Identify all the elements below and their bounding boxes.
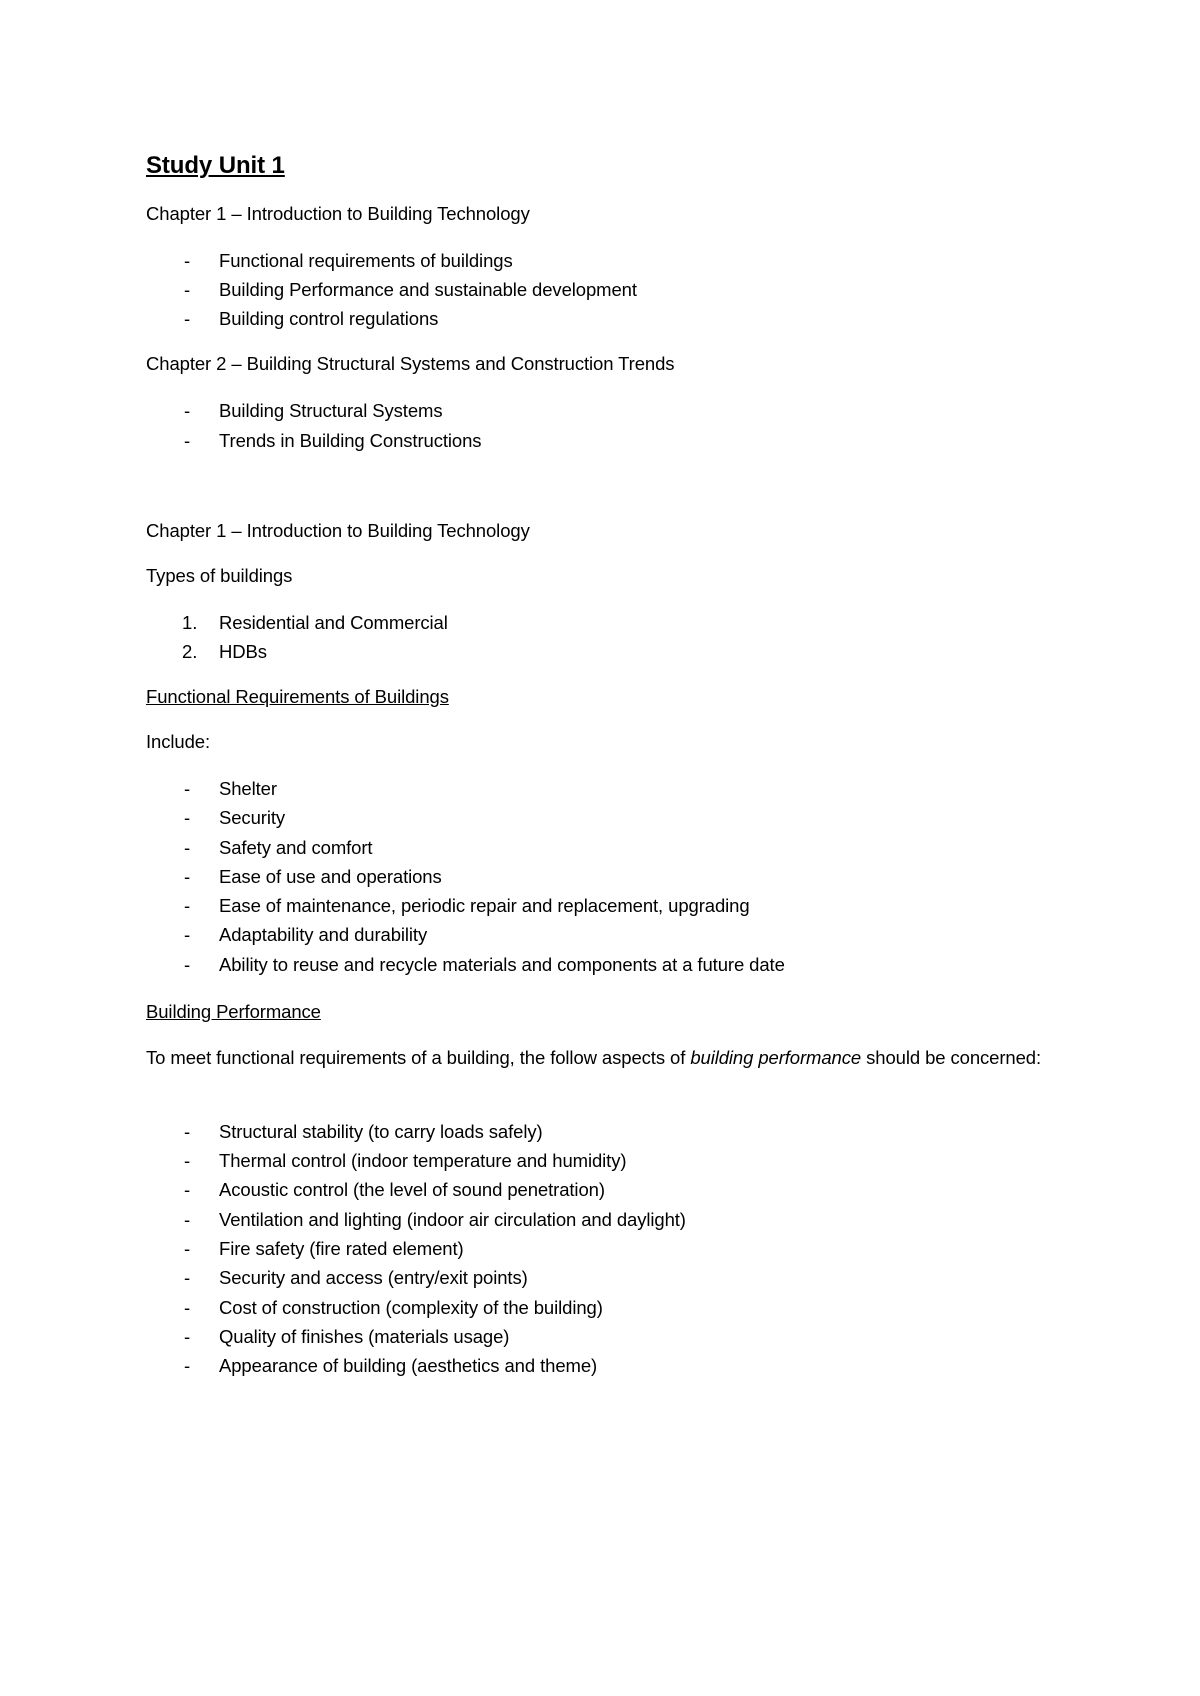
bullet-marker: - [184, 778, 191, 799]
list-item-text: Security [219, 807, 286, 828]
list-number: 1. [182, 612, 198, 633]
bullet-marker: - [184, 1355, 191, 1376]
intro-text: To meet functional requirements of a building, the follow aspects of [146, 1047, 691, 1068]
page-title: Study Unit 1 [146, 152, 285, 179]
bullet-marker: - [184, 250, 191, 271]
bullet-marker: - [184, 279, 191, 300]
list-item-text: Ventilation and lighting (indoor air circulation and daylight) [219, 1209, 686, 1230]
list-item-text: Building Performance and sustainable development [219, 279, 637, 300]
bullet-marker: - [184, 400, 191, 421]
list-item-text: Structural stability (to carry loads safely) [219, 1121, 543, 1142]
intro-text-end: should be concerned: [861, 1047, 1042, 1068]
bullet-marker: - [184, 837, 191, 858]
functional-intro: Include: [146, 731, 210, 752]
bullet-marker: - [184, 430, 191, 451]
list-item-text: Adaptability and durability [219, 924, 428, 945]
bullet-marker: - [184, 895, 191, 916]
bullet-marker: - [184, 1209, 191, 1230]
types-heading: Types of buildings [146, 565, 293, 586]
list-item-text: Quality of finishes (materials usage) [219, 1326, 510, 1347]
bullet-marker: - [184, 1297, 191, 1318]
list-item-text: Cost of construction (complexity of the building) [219, 1297, 603, 1318]
bullet-marker: - [184, 1326, 191, 1347]
list-item-text: HDBs [219, 641, 267, 662]
bullet-marker: - [184, 308, 191, 329]
list-item-text: Thermal control (indoor temperature and humidity) [219, 1150, 627, 1171]
chapter1-heading: Chapter 1 – Introduction to Building Technology [146, 520, 530, 541]
list-item-text: Fire safety (fire rated element) [219, 1238, 464, 1259]
overview-chapter1-heading: Chapter 1 – Introduction to Building Technology [146, 203, 530, 224]
bullet-marker: - [184, 1179, 191, 1200]
list-item-text: Building Structural Systems [219, 400, 443, 421]
building-performance-heading: Building Performance [146, 1001, 321, 1022]
list-item-text: Acoustic control (the level of sound penetration) [219, 1179, 605, 1200]
list-item-text: Building control regulations [219, 308, 439, 329]
list-item-text: Ease of use and operations [219, 866, 442, 887]
overview-chapter2-heading: Chapter 2 – Building Structural Systems and Construction Trends [146, 353, 675, 374]
bullet-marker: - [184, 1267, 191, 1288]
list-item-text: Functional requirements of buildings [219, 250, 513, 271]
list-item-text: Residential and Commercial [219, 612, 448, 633]
bullet-marker: - [184, 807, 191, 828]
list-number: 2. [182, 641, 198, 662]
list-item-text: Safety and comfort [219, 837, 373, 858]
building-performance-intro [146, 1043, 1066, 1072]
list-item-text: Appearance of building (aesthetics and theme) [219, 1355, 598, 1376]
bullet-marker: - [184, 1121, 191, 1142]
bullet-marker: - [184, 924, 191, 945]
list-item-text: Ease of maintenance, periodic repair and replacement, upgrading [219, 895, 750, 916]
list-item-text: Shelter [219, 778, 277, 799]
list-item-text: Trends in Building Constructions [219, 430, 482, 451]
intro-emphasis: building performance [690, 1047, 862, 1068]
functional-requirements-heading: Functional Requirements of Buildings [146, 686, 449, 707]
list-item-text: Security and access (entry/exit points) [219, 1267, 528, 1288]
list-item-text: Ability to reuse and recycle materials and components at a future date [219, 954, 785, 975]
bullet-marker: - [184, 1150, 191, 1171]
bullet-marker: - [184, 954, 191, 975]
bullet-marker: - [184, 1238, 191, 1259]
bullet-marker: - [184, 866, 191, 887]
